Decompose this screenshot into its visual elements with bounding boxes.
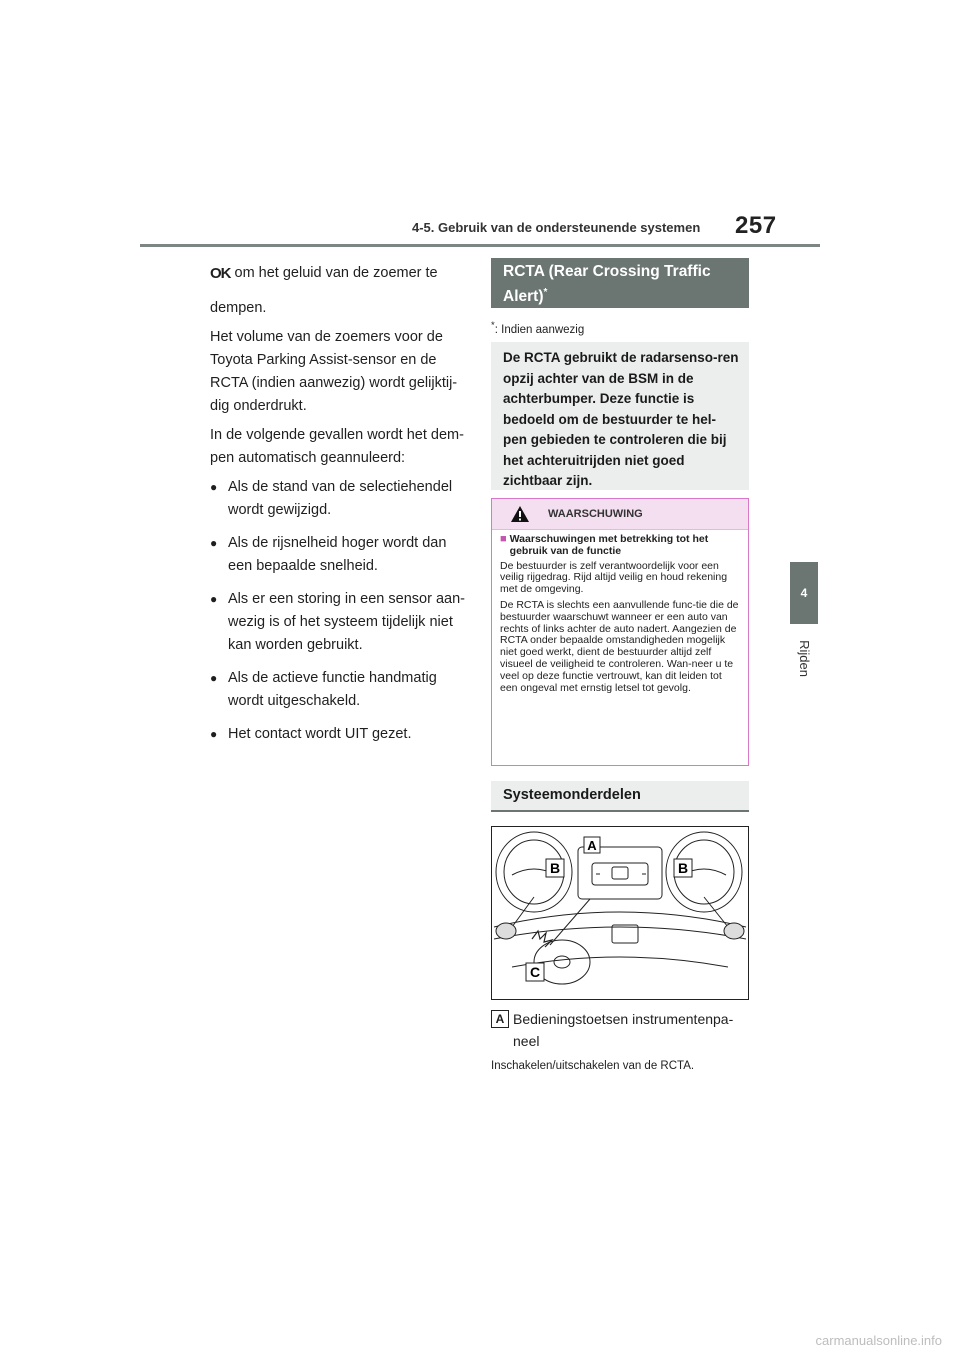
caption-letter: A [491,1010,509,1028]
warning-subheading [500,534,740,558]
rcta-footnote-marker: * [543,287,548,298]
chapter-tab[interactable]: 4 [790,562,818,624]
square-bullet-icon: ■ [500,533,507,545]
figure-label-b-left: B [549,860,561,876]
chapter-label-text: Rijden [796,639,812,677]
warning-subheading-text: Waarschuwingen met betrekking tot het gebruik van de functie [509,533,709,557]
list-item: ● Als er een storing in een sensor aan-wezig is of het systeem tijdelijk niet kan worden gebruikt. [210,588,470,657]
paragraph-3: In de volgende gevallen wordt het dem-pen automatisch geannuleerd: [210,427,464,466]
caption-line-1 [491,1008,749,1030]
warning-box [491,498,749,766]
ok-button-symbol: OK [210,265,231,282]
warning-body [492,530,748,694]
header-rule [140,244,820,247]
footnote-text: : Indien aanwezig [494,323,585,336]
list-item: ● Als de stand van de selectiehendel wordt gewijzigd. [210,476,470,522]
ok-line [210,262,470,285]
dashboard-drawing [492,827,748,999]
list-item: ● Als de rijsnelheid hoger wordt dan een bepaalde snelheid. [210,532,470,578]
rcta-heading [491,258,749,308]
footnote-marker: * [491,320,495,331]
dashboard-illustration [491,826,749,1000]
figure-label-b-right: B [677,860,689,876]
caption-text-1: Bedieningstoetsen instrumentenpa- [513,1011,734,1027]
warning-header [492,499,748,530]
warning-paragraph-2: De RCTA is slechts een aanvullende func-tie die de bestuurder waarschuwt wanneer er een auto van rechts of links achter de auto nadert. Aangezien de RCTA onder bepaalde omstandigheden mogelijk niet goed werkt, dient de bestuurder altijd zelf visueel de veiligheid te controleren. Wan-neer u te veel op deze functie vertrouwt, kan dit leiden tot een ongeval met ernstig letsel tot gevolg. [500,598,739,694]
intro-box: De RCTA gebruikt de radarsenso-ren opzij achter van de BSM in de achterbumper. Deze functie is bedoeld om de bestuurder te hel-pen gebieden te controleren die bij het achteruitrijden niet goed zichtbaar zijn. [491,342,749,490]
section-title: 4-5. Gebruik van de ondersteunende systemen [412,220,701,235]
page-number: 257 [735,212,777,239]
rcta-heading-text: RCTA (Rear Crossing Traffic Alert) [503,263,711,306]
list-item: ● Als de actieve functie handmatig wordt uitgeschakeld. [210,667,470,713]
warning-title: WAARSCHUWING [548,508,643,520]
list-item: ● Het contact wordt UIT gezet. [210,723,470,746]
system-components-heading: Systeemonderdelen [491,781,749,812]
paragraph-2: Het volume van de zoemers voor de Toyota Parking Assist-sensor en de RCTA (indien aanwezig) wordt gelijktij-dig onderdrukt. [210,329,458,414]
caption-note: Inschakelen/uitschakelen van de RCTA. [491,1060,695,1072]
chapter-label [790,628,818,688]
ok-text: om het geluid van de zoemer te [234,265,438,281]
warning-paragraph-1: De bestuurder is zelf verantwoordelijk voor een veilig rijgedrag. Rijd altijd veilig en houd rekening met de omgeving. [500,559,728,596]
figure-caption [491,1008,749,1052]
warning-triangle-icon [510,505,530,523]
figure-label-c: C [529,964,541,980]
caption-line-2: neel [513,1033,540,1049]
watermark: carmanualsonline.info [815,1333,942,1348]
cancel-conditions-list [210,476,470,746]
figure-label-a: A [587,838,597,853]
footnote [491,320,584,336]
left-column [210,262,470,756]
paragraph-1: dempen. [210,300,267,316]
